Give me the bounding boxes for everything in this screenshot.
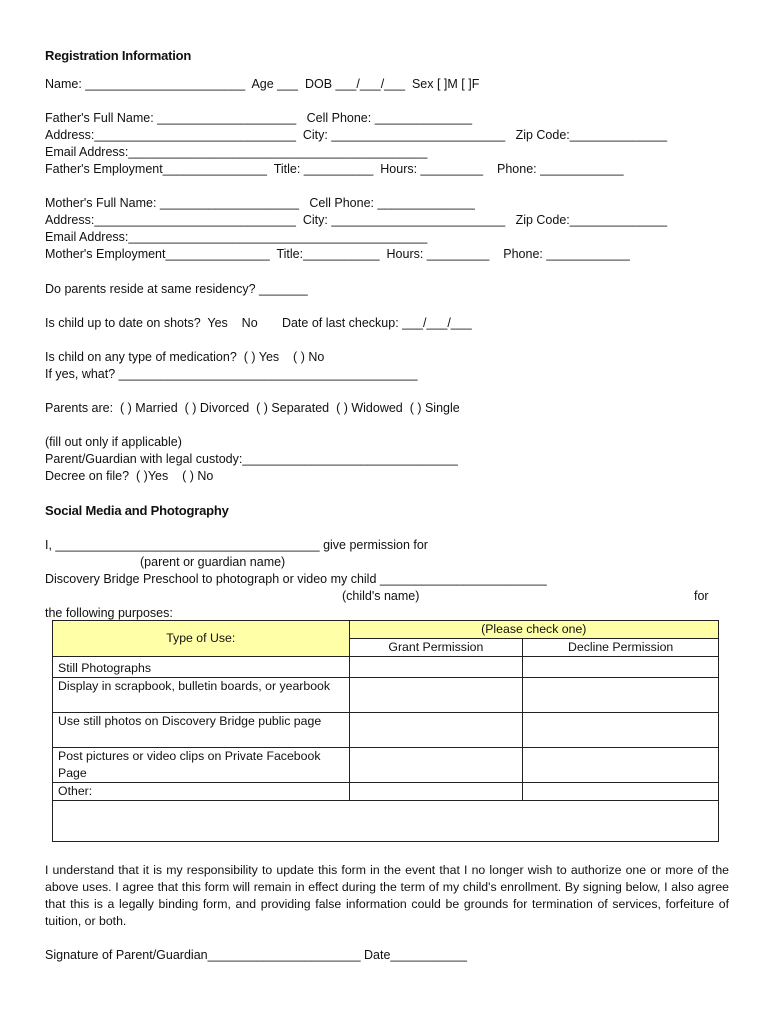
decline-permission-header: Decline Permission	[523, 639, 719, 657]
use-type-cell: Still Photographs	[53, 657, 350, 678]
grant-checkbox-cell[interactable]	[349, 657, 523, 678]
mother-address-line[interactable]: Address:_____________________________ City: _________________________ Zip Code:______________	[45, 213, 668, 227]
mother-name-line[interactable]: Mother's Full Name: ____________________ Cell Phone: ______________	[45, 196, 475, 210]
father-address-line[interactable]: Address:_____________________________ City: _________________________ Zip Code:______________	[45, 128, 668, 142]
decline-checkbox-cell[interactable]	[523, 678, 719, 713]
child-name-caption: (child's name)	[342, 589, 420, 603]
decree-line[interactable]: Decree on file? ( )Yes ( ) No	[45, 469, 214, 483]
decline-checkbox-cell[interactable]	[523, 748, 719, 783]
residency-line[interactable]: Do parents reside at same residency? _______	[45, 282, 308, 296]
grant-checkbox-cell[interactable]	[349, 713, 523, 748]
decline-checkbox-cell[interactable]	[523, 657, 719, 678]
name-line[interactable]: Name: _______________________ Age ___ DOB ___/___/___ Sex [ ]M [ ]F	[45, 77, 480, 91]
social-heading: Social Media and Photography	[45, 503, 229, 518]
permission-line[interactable]: I, ______________________________________ give permission for	[45, 538, 428, 552]
use-type-cell: Post pictures or video clips on Private Facebook Page	[53, 748, 350, 783]
check-one-header: (Please check one)	[349, 621, 719, 639]
parents-are-line[interactable]: Parents are: ( ) Married ( ) Divorced ( ) Separated ( ) Widowed ( ) Single	[45, 401, 460, 415]
other-details-cell[interactable]	[53, 801, 719, 842]
registration-heading: Registration Information	[45, 48, 192, 63]
for-word: for	[694, 589, 709, 603]
mother-email-line[interactable]: Email Address:___________________________________________	[45, 230, 428, 244]
medication-line[interactable]: Is child on any type of medication? ( ) Yes ( ) No	[45, 350, 325, 364]
grant-checkbox-cell[interactable]	[349, 748, 523, 783]
use-type-cell: Use still photos on Discovery Bridge public page	[53, 713, 350, 748]
grant-checkbox-cell[interactable]	[349, 783, 523, 801]
use-type-cell: Other:	[53, 783, 350, 801]
purposes-line: the following purposes:	[45, 606, 173, 620]
father-name-line[interactable]: Father's Full Name: ____________________ Cell Phone: ______________	[45, 111, 473, 125]
father-email-line[interactable]: Email Address:___________________________________________	[45, 145, 428, 159]
permission-table	[52, 620, 719, 842]
fill-out-note: (fill out only if applicable)	[45, 435, 182, 449]
parent-name-caption: (parent or guardian name)	[140, 555, 286, 569]
photograph-line[interactable]: Discovery Bridge Preschool to photograph or video my child ________________________	[45, 572, 547, 586]
decline-checkbox-cell[interactable]	[523, 783, 719, 801]
grant-checkbox-cell[interactable]	[349, 678, 523, 713]
agreement-paragraph: I understand that it is my responsibility to update this form in the event that I no longer wish to authorize one or more of the above uses. I agree that this form will remain in effect during the term of my child's enrollment. By signing below, I also agree that this is a legally binding form, and providing false information could be grounds for termination of services, forfeiture of tuition, or both.	[45, 863, 729, 928]
grant-permission-header: Grant Permission	[349, 639, 523, 657]
signature-line[interactable]: Signature of Parent/Guardian______________________ Date___________	[45, 948, 467, 962]
use-type-cell: Display in scrapbook, bulletin boards, or yearbook	[53, 678, 350, 713]
custody-line[interactable]: Parent/Guardian with legal custody:_______________________________	[45, 452, 458, 466]
type-of-use-header: Type of Use:	[53, 621, 350, 657]
mother-employment-line[interactable]: Mother's Employment_______________ Title:___________ Hours: _________ Phone: ____________	[45, 247, 630, 261]
decline-checkbox-cell[interactable]	[523, 713, 719, 748]
father-employment-line[interactable]: Father's Employment_______________ Title: __________ Hours: _________ Phone: ____________	[45, 162, 624, 176]
medication-what-line[interactable]: If yes, what? ___________________________________________	[45, 367, 418, 381]
shots-line[interactable]: Is child up to date on shots? Yes No Date of last checkup: ___/___/___	[45, 316, 472, 330]
